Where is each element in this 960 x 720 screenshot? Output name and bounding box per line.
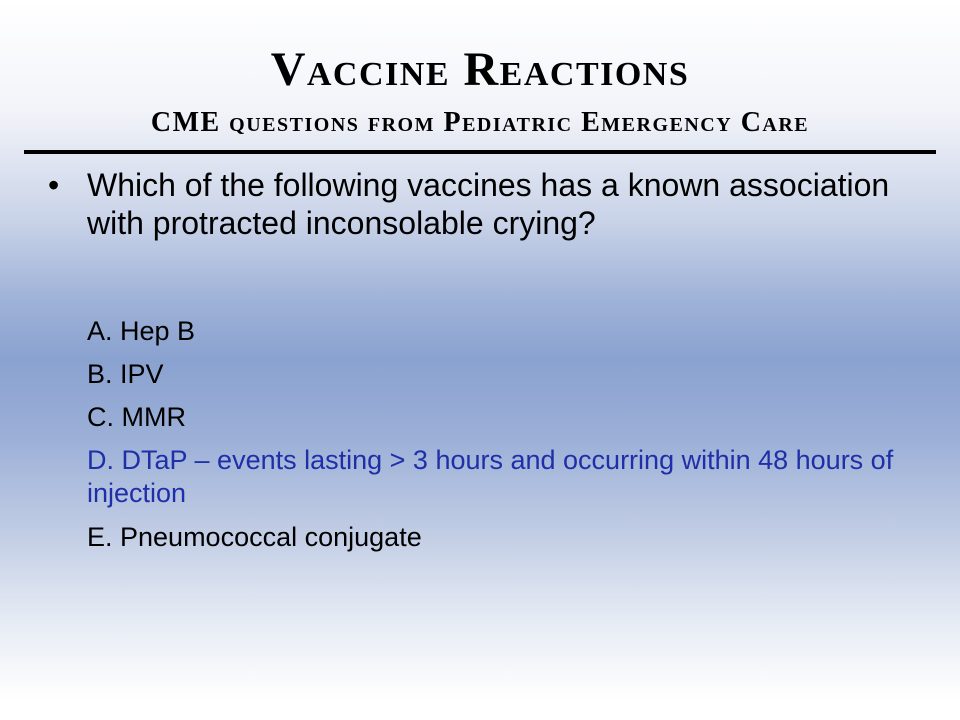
answer-option-a: A. Hep B (87, 316, 196, 346)
answer-option-e: E. Pneumococcal conjugate (87, 522, 422, 552)
answer-option-b: B. IPV (87, 359, 164, 389)
bullet-dot: • (48, 167, 60, 203)
title-divider (24, 150, 936, 154)
answer-option-d-correct: D. DTaP – events lasting > 3 hours and occurring within 48 hours of injection (87, 445, 894, 508)
slide-subtitle: CME questions from Pediatric Emergency Care (150, 107, 810, 138)
question-text: Which of the following vaccines has a known association with protracted inconsolable crying? (87, 167, 890, 241)
slide-title: Vaccine Reactions (270, 43, 690, 96)
answer-option-c: C. MMR (87, 402, 186, 432)
answer-list (87, 315, 907, 564)
